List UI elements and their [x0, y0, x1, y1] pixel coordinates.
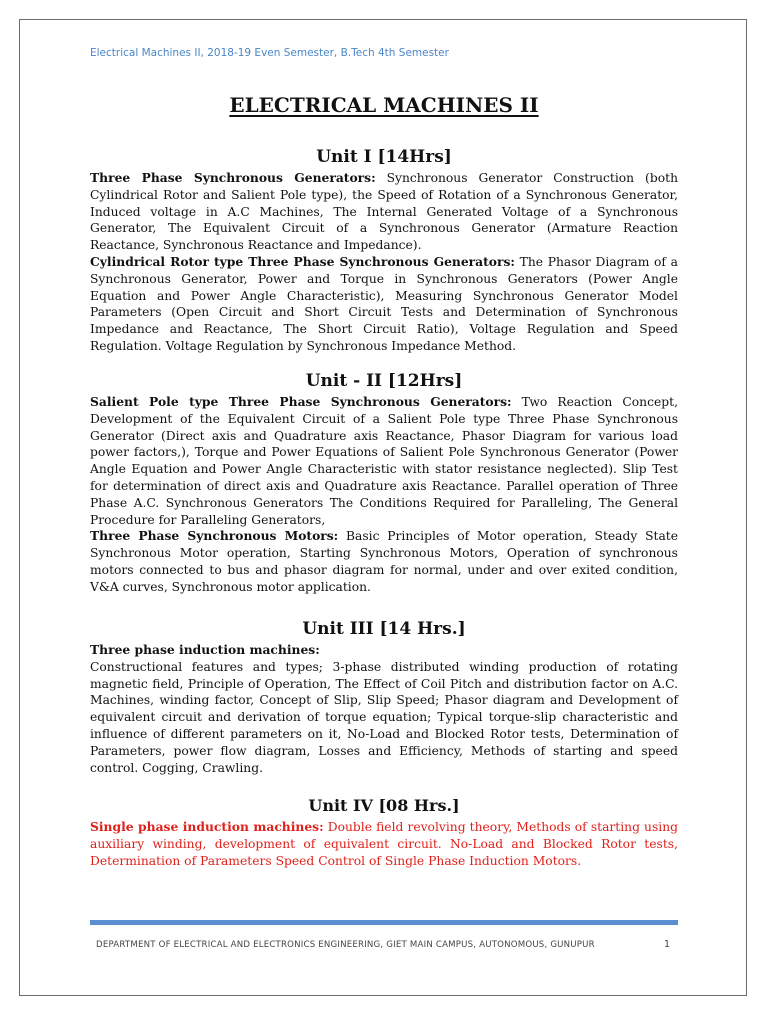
unit-2-paragraph-1	[90, 394, 678, 528]
unit-2-paragraph-2-text: Basic Principles of Motor operation, Steady State Synchronous Motor operation, Starting Synchronous Motors, Operation of synchronous motors connected to bus and phasor diagram for normal, under and over exited condition, V&A curves, Synchronous motor application.	[90, 529, 678, 594]
unit-1-paragraph-2-text: The Phasor Diagram of a Synchronous Generator, Power and Torque in Synchronous Generators (Power Angle Equation and Power Angle Characteristic), Measuring Synchronous Generator Model Parameters (Open Circuit and Short Circuit Tests and Determination of Synchronous Impedance and Reactance, The Short Circuit Ratio), Voltage Regulation and Speed Regulation. Voltage Regulation by Synchronous Impedance Method.	[90, 254, 678, 353]
unit-2-paragraph-1-lead: Salient Pole type Three Phase Synchronous Generators:	[90, 394, 512, 409]
unit-3-heading: Unit III [14 Hrs.]	[302, 619, 466, 639]
unit-3-subheading: Three phase induction machines:	[90, 642, 320, 657]
document-title: ELECTRICAL MACHINES II	[229, 93, 539, 117]
unit-1-paragraph-2	[90, 254, 678, 355]
unit-2-heading: Unit - II [12Hrs]	[305, 371, 463, 391]
unit-4-paragraph-lead: Single phase induction machines:	[90, 819, 324, 834]
unit-4-section	[90, 795, 678, 869]
unit-4-paragraph-text: Double field revolving theory, Methods of starting using auxiliary winding, development of equivalent circuit. No-Load and Blocked Rotor tests, Determination of Parameters Speed Control of Single Phase Induction Motors.	[90, 820, 678, 868]
footer-department: DEPARTMENT OF ELECTRICAL AND ELECTRONICS ENGINEERING, GIET MAIN CAMPUS, AUTONOMOUS, GUNUPUR	[96, 940, 595, 950]
unit-1-section	[90, 146, 678, 355]
footer-divider-bar	[90, 920, 678, 925]
running-header: Electrical Machines II, 2018-19 Even Semester, B.Tech 4th Semester	[90, 47, 449, 59]
unit-4-paragraph	[90, 819, 678, 869]
unit-1-paragraph-1	[90, 170, 678, 254]
unit-3-paragraph: Constructional features and types; 3-phase distributed winding production of rotating magnetic field, Principle of Operation, The Effect of Coil Pitch and distribution factor on A.C. Machines, winding factor, Concept of Slip, Slip Speed; Phasor diagram and Development of equivalent circuit and derivation of torque equation; Typical torque-slip characteristic and influence of different parameters on it, No-Load and Blocked Rotor tests, Determination of Parameters, power flow diagram, Losses and Efficiency, Methods of starting and speed control. Cogging, Crawling.	[90, 659, 678, 775]
unit-3-section	[90, 618, 678, 776]
unit-1-paragraph-1-text: Synchronous Generator Construction (both Cylindrical Rotor and Salient Pole type), the Speed of Rotation of a Synchronous Generator, Induced voltage in A.C Machines, The Internal Generated Voltage of a Synchronous Generator, The Equivalent Circuit of a Synchronous Generator (Armature Reaction Reactance, Synchronous Reactance and Impedance).	[90, 171, 678, 253]
page-number: 1	[664, 939, 671, 950]
unit-1-paragraph-1-lead: Three Phase Synchronous Generators:	[90, 170, 376, 185]
unit-2-section	[90, 370, 678, 596]
unit-2-paragraph-2-lead: Three Phase Synchronous Motors:	[90, 528, 339, 544]
unit-2-paragraph-1-text: Two Reaction Concept, Development of the Equivalent Circuit of a Salient Pole type Three Phase Synchronous Generator (Direct axis and Quadrature axis Reactance, Phasor Diagram for various load power factors,), Torque and Power Equations of Salient Pole Synchronous Generator (Power Angle Equation and Power Angle Characteristic with stator resistance neglected). Slip Test for determination of direct axis and Quadrature axis Reactance. Parallel operation of Three Phase A.C. Synchronous Generators The Conditions Required for Paralleling, The General Procedure for Paralleling Generators,	[90, 395, 678, 527]
unit-4-heading: Unit IV [08 Hrs.]	[308, 796, 460, 815]
unit-2-paragraph-2	[90, 528, 678, 595]
unit-1-paragraph-2-lead: Cylindrical Rotor type Three Phase Synchronous Generators:	[90, 253, 515, 269]
unit-1-heading: Unit I [14Hrs]	[316, 147, 452, 167]
